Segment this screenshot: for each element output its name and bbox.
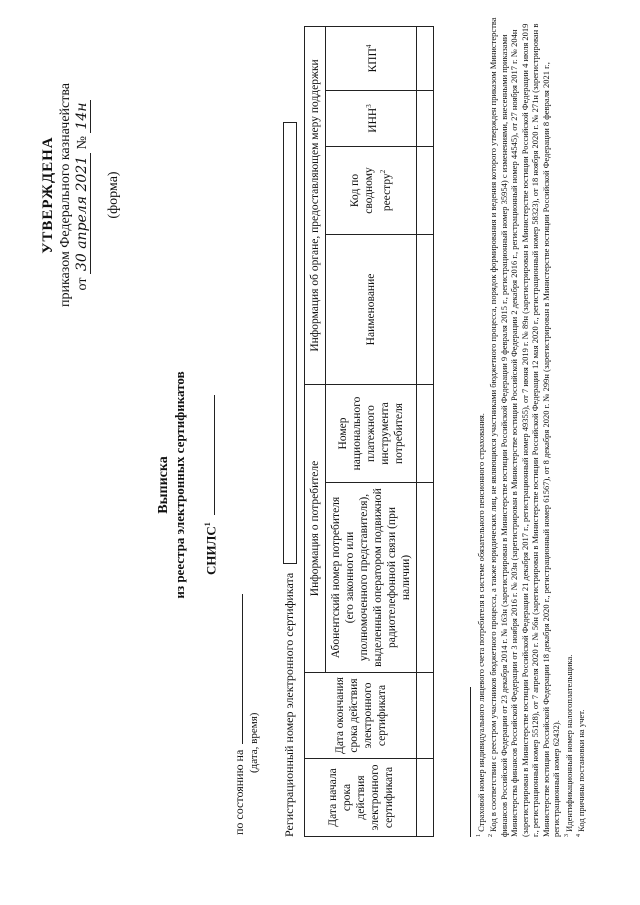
cell-registry-code[interactable] xyxy=(417,146,434,234)
footnote-3-text: Идентификационный номер налогоплательщика. xyxy=(563,654,574,834)
snils-row xyxy=(200,305,219,665)
header-authority-group: Информация об органе, предоставляющем меру поддержки xyxy=(305,26,326,384)
cell-kpp[interactable] xyxy=(417,26,434,90)
table-row xyxy=(417,26,434,836)
footnote-1 xyxy=(474,17,486,837)
footnote-1-mark: 1 xyxy=(476,834,482,837)
document-subtitle: из реестра электронных сертификатов xyxy=(172,371,187,599)
approval-handwritten-number: 14н xyxy=(74,100,91,133)
cell-end-date[interactable] xyxy=(417,673,434,759)
header-payment-instrument: Номер национального платежного инструмента потребителя xyxy=(326,384,417,482)
asof-label: по состоянию на xyxy=(232,749,246,835)
header-start-date: Дата начала срока действия электронного сертификата xyxy=(305,759,417,837)
footnote-4 xyxy=(574,17,586,837)
approval-date-line xyxy=(74,45,91,345)
approval-number-label: № xyxy=(75,136,90,150)
footnote-2-text: Код в соответствии с реестром участников бюджетного процесса, а также юридических лиц, не являющихся участниками бюджетного процесса, порядок формирования и ведения которого утвержден приказом Министерства финансов Российской Федерации от 23 декабря 2014 г. № 163н (зарегистрирован в Министерстве юстиции Российской Федерации 9 февраля 2015 г., регистрационный номер 35954) с изменениями, внесенными приказами Министерства финансов Российской Федерации от 3 ноября 2016 г. № 203н (зарегистрирован в Министерстве юстиции Российской Федерации 2 декабря 2016 г., регистрационный номер 44545), от 27 ноября 2017 г. № 204н (зарегистрирован в Министерстве юстиции Российской Федерации 21 декабря 2017 г., регистрационный номер 49355), от 7 июня 2019 г. № 89н (зарегистрирован в Министерстве юстиции Российской Федерации 4 июля 2019 г., регистрационный номер 55128), от 7 апреля 2020 г. № 56н (зарегистрирован в Министерстве юстиции Российской Федерации 12 мая 2020 г., регистрационный номер 58323), от 18 ноября 2020 г. № 271н (зарегистрирован в Министерстве юстиции Российской Федерации 18 декабря 2020 г., регистрационный номер 61567), от 8 декабря 2020 г. № 299н (зарегистрирован в Министерстве юстиции Российской Федерации 8 февраля 2021 г., регистрационный номер 62432). xyxy=(488,17,562,837)
snils-footnote-mark: 1 xyxy=(203,522,212,527)
cell-inn[interactable] xyxy=(417,90,434,146)
document-title: Выписка xyxy=(156,456,171,514)
registry-code-footnote: 2 xyxy=(379,169,388,174)
snils-label: СНИЛС xyxy=(203,526,219,575)
cell-payment-instrument[interactable] xyxy=(417,384,434,482)
approval-order-line: приказом Федерального казначейства xyxy=(58,82,73,308)
approval-handwritten-date: 30 апреля 2021 xyxy=(74,153,91,274)
footnote-3 xyxy=(562,17,574,837)
asof-row xyxy=(232,594,247,835)
header-registry-code xyxy=(326,146,417,234)
header-authority-name: Наименование xyxy=(326,234,417,384)
header-inn xyxy=(326,90,417,146)
title-block xyxy=(156,305,219,665)
cell-authority-name[interactable] xyxy=(417,234,434,384)
inn-footnote: 3 xyxy=(365,104,374,108)
approval-from-label: от xyxy=(75,277,90,291)
kpp-text: КПП xyxy=(366,48,379,73)
registration-row xyxy=(282,122,297,837)
footnote-3-mark: 3 xyxy=(563,834,570,837)
header-consumer-group: Информация о потребителе xyxy=(305,384,326,672)
header-phone: Абонентский номер потребителя (его законного или уполномоченного представителя), выделенный оператором подвижной радиотелефонной связи (при наличии) xyxy=(326,483,417,673)
form-label: (форма) xyxy=(106,171,121,219)
registration-number-field[interactable] xyxy=(283,122,297,564)
footnote-4-mark: 4 xyxy=(575,834,582,837)
kpp-footnote: 4 xyxy=(365,44,374,49)
registry-code-text: Код по сводному реестру xyxy=(349,167,393,214)
approval-block xyxy=(40,45,122,345)
footnote-1-text: Страховой номер индивидуального лицевого счета потребителя в системе обязательного пенсионного страхования. xyxy=(475,413,486,834)
approval-title: УТВЕРЖДЕНА xyxy=(40,136,56,254)
footnote-2 xyxy=(486,17,561,837)
registration-label: Регистрационный номер электронного сертификата xyxy=(282,572,296,837)
cell-phone[interactable] xyxy=(417,483,434,673)
snils-field[interactable] xyxy=(204,395,215,515)
inn-text: ИНН xyxy=(366,107,379,133)
header-end-date: Дата окончания срока действия электронного сертификата xyxy=(305,673,417,759)
asof-field[interactable] xyxy=(232,594,243,744)
cell-start-date[interactable] xyxy=(417,759,434,837)
footnote-2-mark: 2 xyxy=(488,834,495,837)
footnote-divider xyxy=(470,687,471,837)
asof-hint: (дата, время) xyxy=(248,712,260,773)
footnotes xyxy=(470,17,586,837)
footnote-4-text: Код причины постановки на учет. xyxy=(575,709,586,834)
header-kpp xyxy=(326,26,417,90)
certificate-table xyxy=(304,26,434,837)
